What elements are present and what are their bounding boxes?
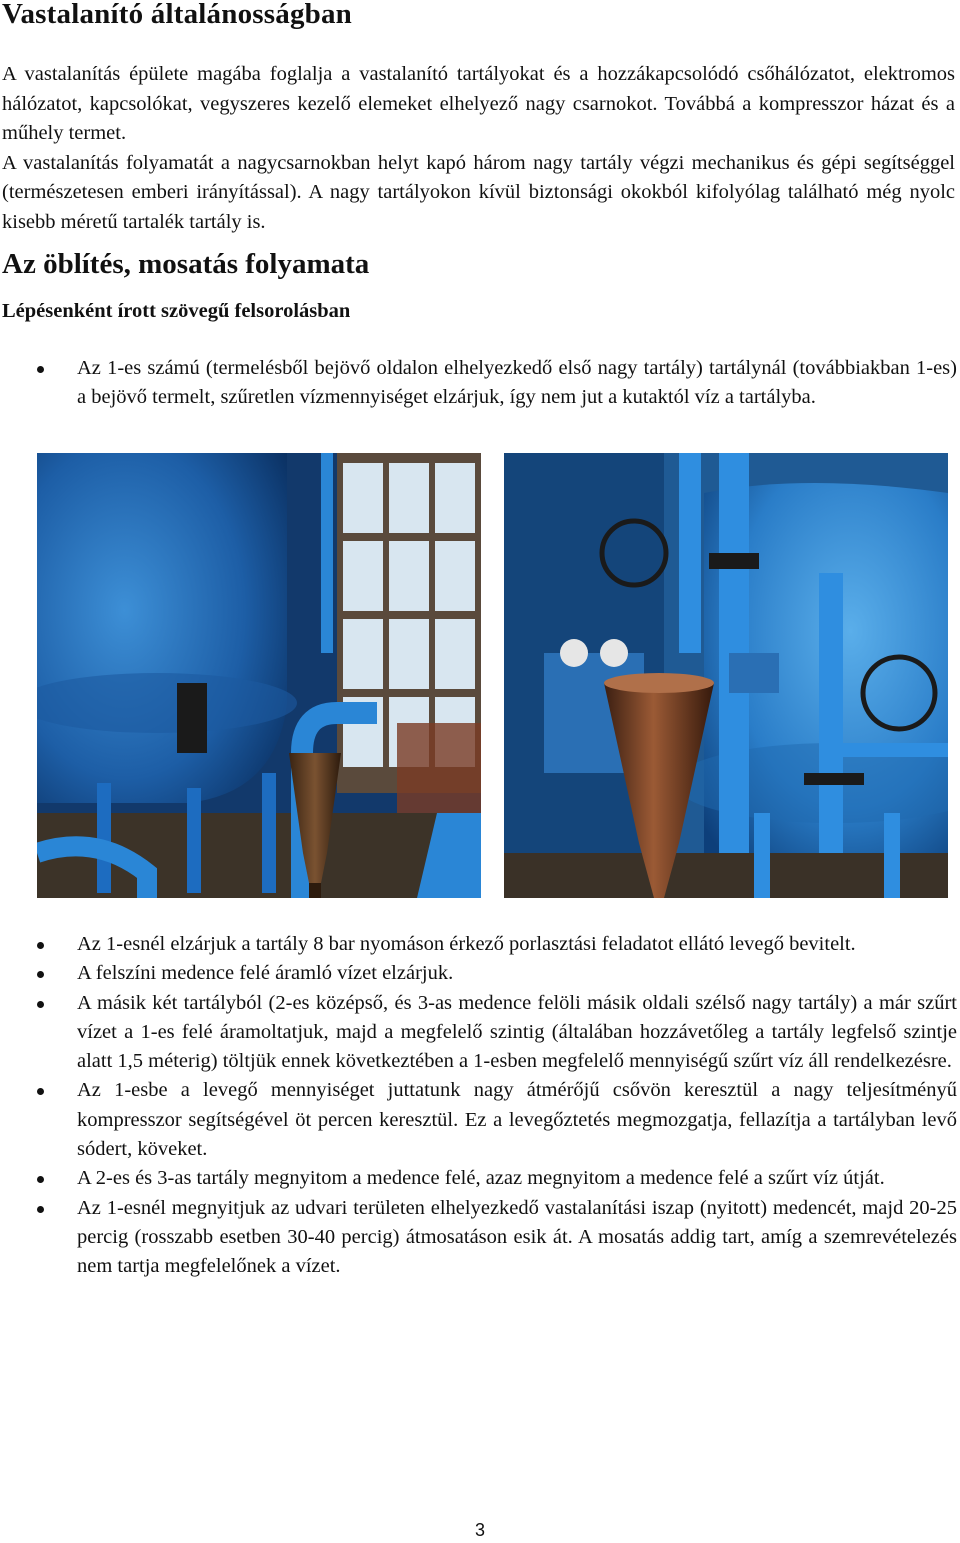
step-list-1: [0, 354, 957, 413]
process-subheading: Lépésenként írott szövegű felsorolásban: [2, 300, 351, 322]
tank-photo-left-image: [37, 453, 481, 898]
intro-text-1: A vastalanítás épülete magába foglalja a vastalanító tartályokat és a hozzákapcsolódó csőhálózatot, elektromos hálózatot, kapcsolókat, vegyszeres kezelő elemeket elhelyező nagy csarnokot. Továbbá a kompresszor házat és a műhely termet.: [2, 63, 955, 145]
list-item-text: Az 1-esnél elzárjuk a tartály 8 bar nyomáson érkező porlasztási feladatot ellátó levegő bevitelt.: [77, 933, 856, 955]
intro-text-2: A vastalanítás folyamatát a nagycsarnokban helyt kapó három nagy tartály végzi mechanikus és gépi segítséggel (természetesen emberi irányítással). A nagy tartályokon kívül biztonsági okokból kifolyólag található még nyolc kisebb méretű tartalék tartály is.: [2, 151, 955, 233]
list-item-text: Az 1-esnél megnyitjuk az udvari területen elhelyezkedő vastalanítási iszap (nyitott) medencét, majd 20-25 percig (rosszabb esetben 30-40 percig) átmosatáson esik át. A mosatás addig tart, amíg a szemrevételezés nem tartja megfelelőnek a vízet.: [77, 1196, 957, 1278]
list-item-text: A felszíni medence felé áramló vízet elzárjuk.: [77, 962, 454, 985]
list-item: [0, 1076, 957, 1164]
list-item: [0, 1194, 957, 1282]
tank-photo-left: [37, 453, 481, 898]
intro-paragraph: [2, 60, 955, 238]
list-item: [0, 1164, 957, 1193]
section-heading: Vastalanító általánosságban: [2, 0, 353, 30]
bullet-icon: [37, 1001, 44, 1008]
tank-photo-right: [504, 453, 948, 898]
bullet-icon: [37, 1088, 44, 1095]
tank-photo-right-image: [504, 453, 948, 898]
bullet-icon: [37, 366, 44, 373]
bullet-icon: [37, 1176, 44, 1183]
step-list-2: [0, 930, 957, 1282]
bullet-icon: [37, 1206, 44, 1213]
list-item: [0, 354, 957, 413]
list-item-text: A 2-es és 3-as tartály megnyitom a medence felé, azaz megnyitom a medence felé a szűrt víz útját.: [77, 1167, 885, 1190]
list-item: [0, 989, 957, 1077]
list-item-text: Az 1-esbe a levegő mennyiséget juttatunk nagy átmérőjű csővön keresztül a nagy teljesítményű kompresszor segítségével öt percen keresztül. Ez a levegőztetés megmozgatja, fellazítja a tartályban levő sódert, köveket.: [77, 1079, 957, 1161]
list-item: [0, 930, 957, 959]
bullet-icon: [37, 971, 44, 978]
list-item-text: A másik két tartályból (2-es középső, és 3-as medence felöli másik oldali szélső nagy tartály) a már szűrt vízet a 1-es felé áramoltatjuk, majd a megfelelő szintig (általában hozzávetőleg a tartály legfelső szintje alatt 1,5 méterig) töltjük ennek következtében a 1-esben megfelelő mennyiségű szűrt víz áll rendelkezésre.: [77, 991, 957, 1073]
process-heading: Az öblítés, mosatás folyamata: [2, 248, 370, 280]
bullet-icon: [37, 942, 44, 949]
page-number: 3: [474, 1520, 485, 1540]
list-item-text: Az 1-es számú (termelésből bejövő oldalon elhelyezkedő első nagy tartály) tartálynál (továbbiakban 1-es) a bejövő termelt, szűretlen vízmennyiséget elzárjuk, így nem jut a kutaktól víz a tartályba.: [77, 357, 957, 409]
list-item: [0, 959, 957, 988]
